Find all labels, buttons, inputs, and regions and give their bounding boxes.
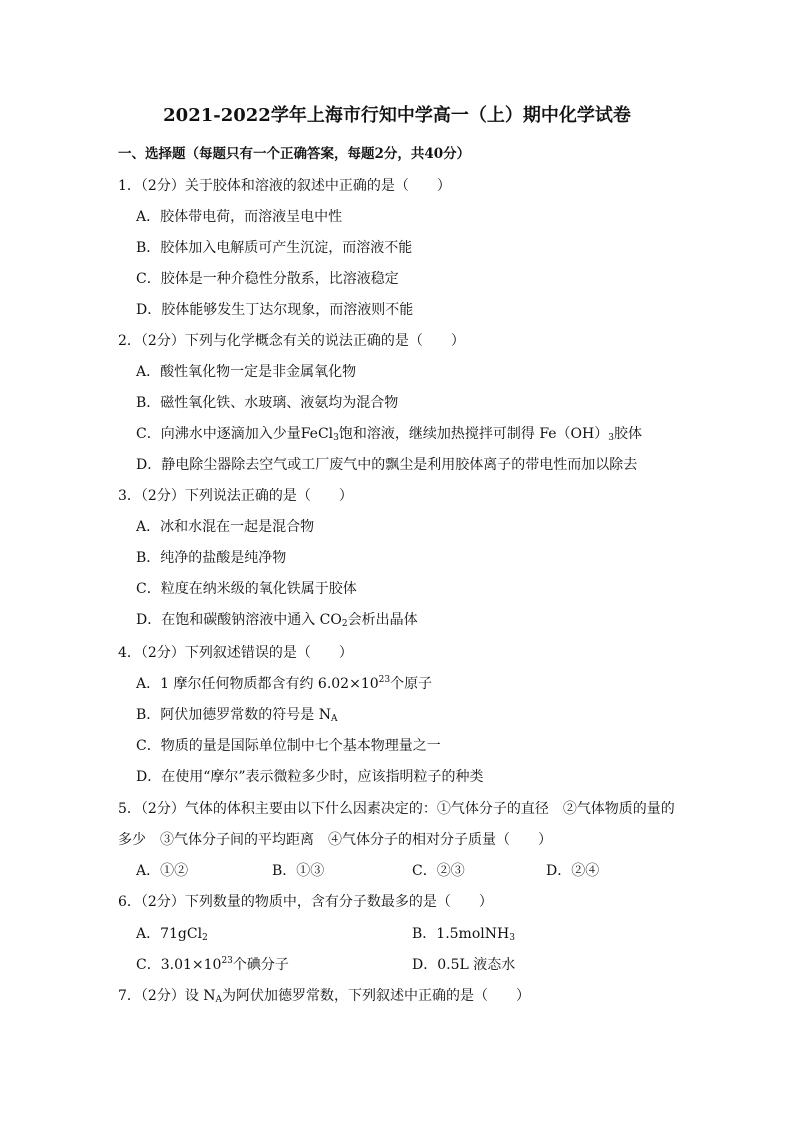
question-6-option-c: C．$3.01\times 10^{23}$个碘分子 [136,956,289,973]
question-1-option-a: A．胶体带电荷，而溶液呈电中性 [136,209,343,225]
question-4-option-b: B．阿伏加德罗常数的符号是 $N_A$ [136,707,338,724]
question-6-stem: 6．（2分）下列数量的物质中，含有分子数最多的是（ ） [118,894,493,910]
question-1-option-d: D．胶体能够发生丁达尔现象，而溶液则不能 [136,302,414,318]
question-4-option-d: D．在使用“摩尔”表示微粒多少时，应该指明粒子的种类 [136,769,484,785]
question-4-option-a: A．1 摩尔任何物质都含有约 $6.02\times 10^{23}$个原子 [136,675,433,692]
question-1-option-c: C．胶体是一种介稳性分散系，比溶液稳定 [136,271,399,287]
question-6-option-d: D．0.5L 液态水 [412,957,516,973]
question-2-option-a: A．酸性氧化物一定是非金属氧化物 [136,364,357,380]
question-6-option-b: B．1.5molNH$_3$ [412,926,515,943]
question-3-stem: 3．（2分）下列说法正确的是（ ） [118,488,353,504]
question-7-stem: 7．（2分）设 $N_A$为阿伏加德罗常数，下列叙述中正确的是（ ） [118,988,531,1005]
question-2-option-b: B．磁性氧化铁、水玻璃、液氨均为混合物 [136,395,399,411]
question-3-option-d: D．在饱和碳酸钠溶液中通入 $CO_2$会析出晶体 [136,612,418,629]
question-5-stem-line-1: 5．（2分）气体的体积主要由以下什么因素决定的：①气体分子的直径 ②气体物质的量的 [118,801,675,817]
question-5-stem-line-2: 多少 ③气体分子间的平均距离 ④气体分子的相对分子质量（ ） [118,832,552,848]
question-3-option-b: B．纯净的盐酸是纯净物 [136,550,287,566]
question-1-option-b: B．胶体加入电解质可产生沉淀，而溶液不能 [136,240,413,256]
exam-title: 2021-2022学年上海市行知中学高一（上）期中化学试卷 [163,105,631,126]
question-5-option-d: D．②④ [546,863,600,879]
question-6-option-a: A．71gCl$_2$ [136,926,208,943]
question-4-option-c: C．物质的量是国际单位制中七个基本物理量之一 [136,738,441,754]
question-1-stem: 1．（2分）关于胶体和溶液的叙述中正确的是（ ） [118,178,451,194]
section-heading: 一、选择题（每题只有一个正确答案，每题2分，共40分） [118,146,471,162]
question-3-option-a: A．冰和水混在一起是混合物 [136,519,315,535]
question-3-option-c: C．粒度在纳米级的氧化铁属于胶体 [136,581,357,597]
question-4-stem: 4．（2分）下列叙述错误的是（ ） [118,645,353,661]
question-5-option-b: B．①③ [272,863,325,879]
question-5-option-a: A．①② [136,863,189,879]
question-2-stem: 2．（2分）下列与化学概念有关的说法正确的是（ ） [118,333,465,349]
question-2-option-c: C．向沸水中逐滴加入少量FeCl$_3$饱和溶液，继续加热搅拌可制得 $Fe(OH)_3$胶体 [136,426,642,443]
question-5-option-c: C．②③ [412,863,465,879]
question-2-option-d: D．静电除尘器除去空气或工厂废气中的飘尘是利用胶体离子的带电性而加以除去 [136,457,638,473]
